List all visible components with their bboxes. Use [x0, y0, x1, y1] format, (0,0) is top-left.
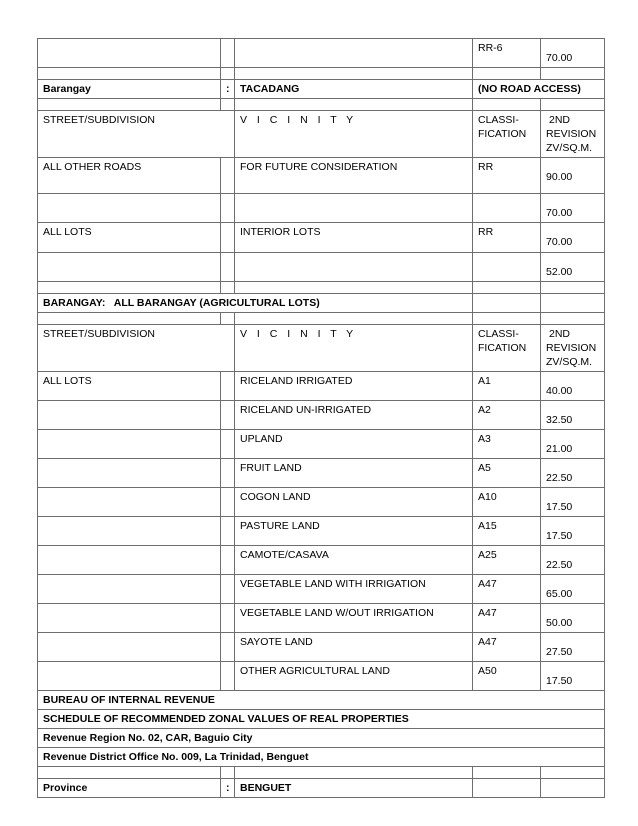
header-classification: CLASSI- FICATION — [473, 111, 541, 158]
header-vicinity: V I C I N I T Y — [235, 325, 473, 372]
barangay-label: Barangay — [38, 80, 221, 99]
table-row: CAMOTE/CASAVA A25 22.50 — [38, 546, 605, 575]
barangay-heading: BARANGAY: ALL BARANGAY (AGRICULTURAL LOTS) — [38, 294, 473, 313]
classification-cell: RR-6 — [473, 39, 541, 68]
zonal-value-table — [37, 38, 605, 798]
header-street: STREET/SUBDIVISION — [38, 325, 235, 372]
barangay-row — [38, 80, 605, 99]
revenue-district: Revenue District Office No. 009, La Trinidad, Benguet — [38, 748, 605, 767]
table-row: VEGETABLE LAND WITH IRRIGATION A47 65.00 — [38, 575, 605, 604]
barangay-note: (NO ROAD ACCESS) — [473, 80, 605, 99]
table-row: ALL LOTS INTERIOR LOTS RR 70.00 — [38, 223, 605, 253]
table-row: PASTURE LAND A15 17.50 — [38, 517, 605, 546]
colon: : — [221, 80, 235, 99]
table-row: UPLAND A3 21.00 — [38, 430, 605, 459]
zonal-value: 70.00 — [546, 52, 573, 64]
footer-row — [38, 748, 605, 767]
barangay-name: TACADANG — [235, 80, 473, 99]
header-zonal-value: 2ND REVISION ZV/SQ.M. — [541, 111, 605, 158]
header-vicinity: V I C I N I T Y — [235, 111, 473, 158]
table-row: 52.00 — [38, 253, 605, 282]
header-row — [38, 325, 605, 372]
revenue-region: Revenue Region No. 02, CAR, Baguio City — [38, 729, 605, 748]
table-row: 70.00 — [38, 194, 605, 223]
header-row — [38, 111, 605, 158]
table-row: RICELAND UN-IRRIGATED A2 32.50 — [38, 401, 605, 430]
header-street: STREET/SUBDIVISION — [38, 111, 235, 158]
province-row — [38, 779, 605, 798]
colon: : — [221, 779, 235, 798]
table-row: VEGETABLE LAND W/OUT IRRIGATION A47 50.00 — [38, 604, 605, 633]
footer-row — [38, 729, 605, 748]
footer-row — [38, 710, 605, 729]
header-zonal-value: 2ND REVISION ZV/SQ.M. — [541, 325, 605, 372]
table-row: FRUIT LAND A5 22.50 — [38, 459, 605, 488]
footer-row — [38, 691, 605, 710]
table-row: ALL OTHER ROADS FOR FUTURE CONSIDERATION RR 90.00 — [38, 158, 605, 194]
barangay-row — [38, 294, 605, 313]
table-row: COGON LAND A10 17.50 — [38, 488, 605, 517]
province-label: Province — [38, 779, 221, 798]
schedule-title: SCHEDULE OF RECOMMENDED ZONAL VALUES OF REAL PROPERTIES — [38, 710, 605, 729]
province-name: BENGUET — [235, 779, 473, 798]
table-row — [38, 39, 605, 68]
table-row: OTHER AGRICULTURAL LAND A50 17.50 — [38, 662, 605, 691]
table-row: ALL LOTS RICELAND IRRIGATED A1 40.00 — [38, 372, 605, 401]
header-classification: CLASSI- FICATION — [473, 325, 541, 372]
table-row: SAYOTE LAND A47 27.50 — [38, 633, 605, 662]
bir-title: BUREAU OF INTERNAL REVENUE — [38, 691, 605, 710]
